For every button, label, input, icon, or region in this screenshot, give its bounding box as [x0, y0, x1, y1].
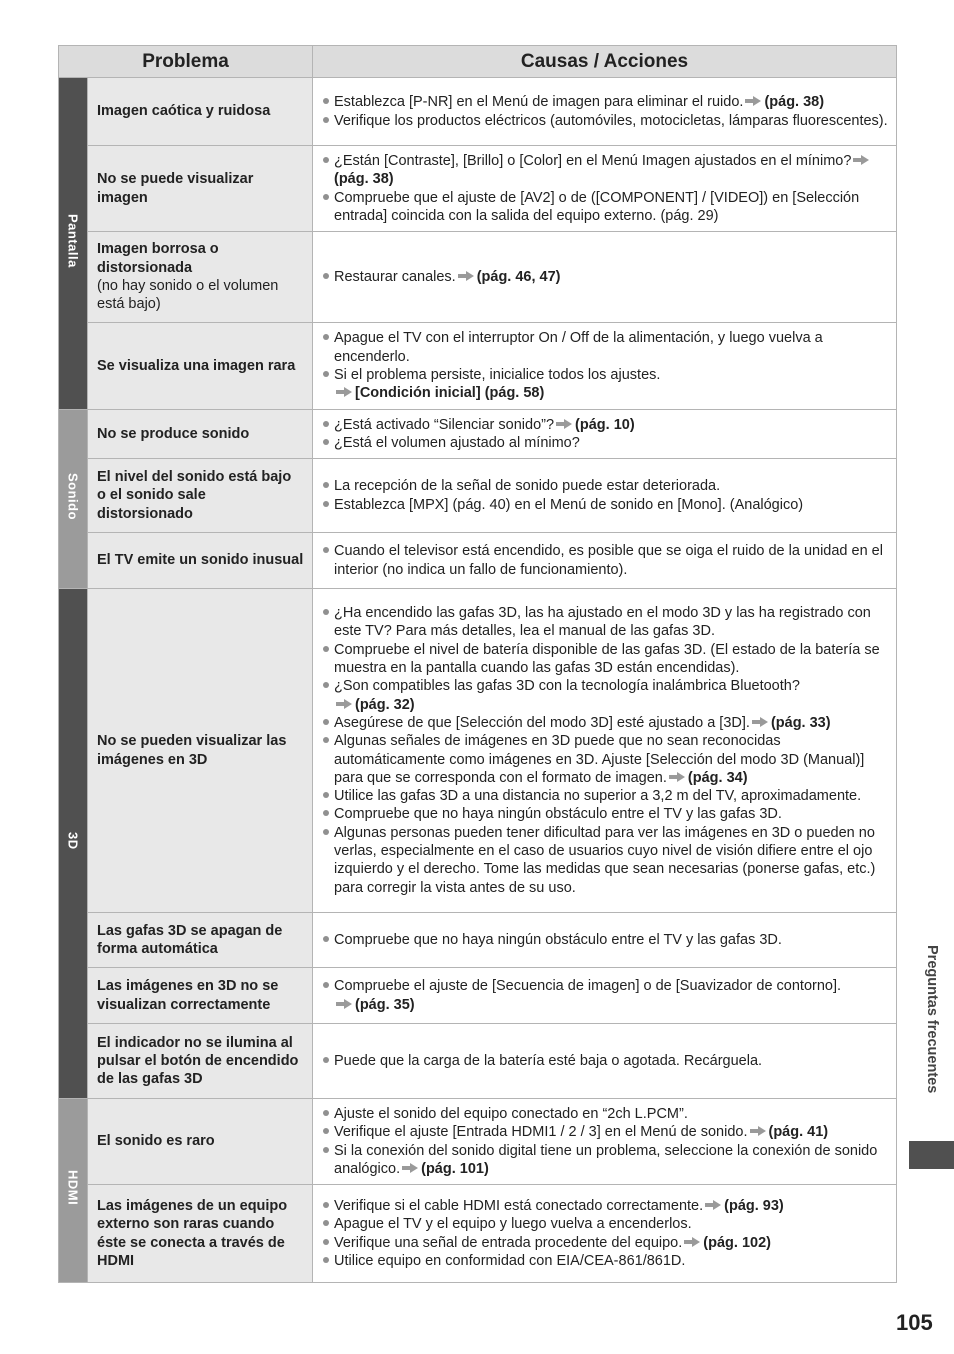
cause-text: Compruebe el nivel de batería disponible de las gafas 3D. (El estado de la batería se muestra en la pantalla cuando las gafas 3D están encendidas). [334, 641, 880, 677]
list-item [322, 416, 892, 434]
page-ref-arrow-icon [458, 271, 474, 281]
problem-title: Imagen caótica y ruidosa [97, 103, 271, 120]
problem-cell [88, 459, 313, 533]
problem-cell [88, 1185, 313, 1283]
page-reference: (pág. 102) [703, 1234, 771, 1251]
causes-list [322, 268, 892, 286]
page-ref-arrow-icon [669, 772, 685, 782]
cause-text: Apague el TV y el equipo y luego vuelva a encenderlos. [334, 1216, 692, 1233]
table-row [59, 459, 897, 533]
problem-title: No se puede visualizar imagen [97, 171, 254, 206]
list-item [322, 1197, 892, 1215]
problem-cell [88, 323, 313, 410]
list-item [322, 1142, 892, 1179]
list-item [322, 112, 892, 130]
cause-text: Establezca [P-NR] en el Menú de imagen para eliminar el ruido. [334, 94, 744, 111]
section-label-cell [59, 410, 88, 589]
list-item [322, 714, 892, 732]
problem-cell [88, 589, 313, 913]
causes-list [322, 477, 892, 514]
list-item [322, 604, 892, 641]
problem-title: Se visualiza una imagen rara [97, 357, 296, 374]
table-row [59, 146, 897, 232]
list-item [322, 434, 892, 452]
list-item [322, 366, 892, 403]
cause-text: Verifique si el cable HDMI está conectado correctamente. [334, 1197, 704, 1214]
page-ref-arrow-icon [752, 717, 768, 727]
page-ref-arrow-icon [402, 1163, 418, 1173]
page-reference: (pág. 101) [421, 1160, 489, 1177]
page-ref-arrow-icon [705, 1200, 721, 1210]
page-reference: (pág. 46, 47) [476, 268, 561, 285]
page-reference: (pág. 33) [770, 714, 831, 731]
list-item [322, 1252, 892, 1270]
table-row [59, 78, 897, 146]
cause-text: Utilice las gafas 3D a una distancia no superior a 3,2 m del TV, aproximadamente. [334, 788, 862, 805]
problem-cell [88, 410, 313, 459]
table-row [59, 533, 897, 589]
cause-text: ¿Está activado “Silenciar sonido”? [334, 416, 555, 433]
page-reference: (pág. 10) [575, 416, 635, 433]
bullet-icon [323, 982, 329, 988]
cause-text: ¿Están [Contraste], [Brillo] o [Color] en el Menú Imagen ajustados en el mínimo? [334, 152, 852, 169]
page-reference: (pág. 32) [355, 696, 415, 713]
cause-text: Establezca [MPX] (pág. 40) en el Menú de sonido en [Mono]. (Analógico) [334, 496, 804, 513]
cause-text: Algunas personas pueden tener dificultad para ver las imágenes en 3D o pueden no verlas, especialmente en el caso de usuarios cuyo nivel de visión difiere entre el ojo izquierdo y el derecho. Tome las medidas que sean necesarias (ponerse gafas, etc.) para corregir la vista antes de su uso. [334, 824, 876, 896]
list-item [322, 496, 892, 514]
page-ref-arrow-icon [336, 387, 352, 397]
bullet-icon [323, 547, 329, 553]
problem-title: No se produce sonido [97, 425, 250, 442]
bullet-icon [323, 737, 329, 743]
list-item [322, 641, 892, 678]
list-item [322, 1105, 892, 1123]
bullet-icon [323, 936, 329, 942]
bullet-icon [323, 194, 329, 200]
list-item [322, 1215, 892, 1233]
section-label: Pantalla [65, 214, 81, 268]
bullet-icon [323, 646, 329, 652]
causes-cell [313, 459, 897, 533]
page-ref-arrow-icon [336, 999, 352, 1009]
section-label: Sonido [65, 472, 81, 521]
problem-title: Las imágenes en 3D no se visualizan correctamente [97, 978, 279, 1013]
list-item [322, 931, 892, 949]
page-ref-arrow-icon [853, 155, 869, 165]
list-item [322, 1123, 892, 1141]
causes-list [322, 1197, 892, 1270]
bullet-icon [323, 1057, 329, 1063]
causes-cell [313, 410, 897, 459]
page-reference: (pág. 38) [764, 94, 825, 111]
cause-text: Compruebe que el ajuste de [AV2] o de ([COMPONENT] / [VIDEO]) en [Selección entrada] coincida con la salida del equipo externo. (pág. 29) [334, 189, 860, 224]
causes-list [322, 416, 892, 453]
problem-cell [88, 1024, 313, 1099]
cause-text: Verifique el ajuste [Entrada HDMI1 / 2 / 3] en el Menú de sonido. [334, 1124, 748, 1141]
list-item [322, 824, 892, 897]
table-row [59, 589, 897, 913]
problem-note: (no hay sonido o el volumen está bajo) [97, 278, 279, 313]
page-number: 105 [896, 1310, 933, 1335]
problem-title: El indicador no se ilumina al pulsar el botón de encendido de las gafas 3D [97, 1034, 299, 1088]
cause-text: Ajuste el sonido del equipo conectado en “2ch L.PCM”. [334, 1105, 688, 1122]
problem-header: Problema [59, 46, 313, 78]
page-reference: (pág. 93) [724, 1197, 784, 1214]
section-label-cell [59, 589, 88, 1099]
bullet-icon [323, 1147, 329, 1153]
cause-text: Si la conexión del sonido digital tiene un problema, seleccione la conexión de sonido analógico. [334, 1142, 878, 1177]
cause-text: Apague el TV con el interruptor On / Off de la alimentación, y luego vuelva a encenderlo. [334, 330, 823, 365]
list-item [322, 477, 892, 495]
faq-table [58, 45, 897, 1283]
bullet-icon [323, 1128, 329, 1134]
causes-cell [313, 1099, 897, 1185]
cause-text: Compruebe el ajuste de [Secuencia de imagen] o de [Suavizador de contorno]. [334, 978, 842, 995]
problem-cell [88, 146, 313, 232]
bullet-icon [323, 334, 329, 340]
problem-title: Las imágenes de un equipo externo son raras cuando éste se conecta a través de HDMI [97, 1197, 288, 1269]
bullet-icon [323, 117, 329, 123]
cause-text: ¿Son compatibles las gafas 3D con la tecnología inalámbrica Bluetooth? [334, 678, 800, 695]
bullet-icon [323, 1202, 329, 1208]
list-item [322, 542, 892, 579]
causes-list [322, 93, 892, 130]
section-label-cell [59, 78, 88, 410]
bullet-icon [323, 810, 329, 816]
table-row [59, 1024, 897, 1099]
bullet-icon [323, 1257, 329, 1263]
cause-text: Compruebe que no haya ningún obstáculo entre el TV y las gafas 3D. [334, 806, 782, 823]
causes-list [322, 977, 892, 1014]
bullet-icon [323, 482, 329, 488]
bullet-icon [323, 371, 329, 377]
list-item [322, 805, 892, 823]
bullet-icon [323, 439, 329, 445]
causes-list [322, 152, 892, 225]
causes-cell [313, 913, 897, 968]
causes-cell [313, 232, 897, 323]
problem-title: El sonido es raro [97, 1133, 215, 1150]
bullet-icon [323, 273, 329, 279]
problem-title: El TV emite un sonido inusual [97, 552, 304, 569]
table-row [59, 1099, 897, 1185]
list-item [322, 93, 892, 111]
section-tab-marker [909, 1141, 954, 1169]
bullet-icon [323, 98, 329, 104]
causes-cell [313, 589, 897, 913]
page-reference: (pág. 41) [768, 1124, 829, 1141]
problem-title: Las gafas 3D se apagan de forma automática [97, 922, 283, 957]
cause-text: Puede que la carga de la batería esté baja o agotada. Recárguela. [334, 1052, 763, 1069]
causes-header: Causas / Acciones [313, 46, 897, 78]
causes-list [322, 604, 892, 897]
list-item [322, 1234, 892, 1252]
list-item [322, 189, 892, 226]
page-reference: [Condición inicial] (pág. 58) [355, 385, 545, 402]
problem-cell [88, 968, 313, 1024]
causes-list [322, 931, 892, 949]
problem-title: No se pueden visualizar las imágenes en 3D [97, 733, 287, 768]
causes-cell [313, 968, 897, 1024]
cause-text: ¿Está el volumen ajustado al mínimo? [334, 435, 580, 451]
side-section-label: Preguntas frecuentes [924, 945, 940, 1094]
bullet-icon [323, 1220, 329, 1226]
bullet-icon [323, 1239, 329, 1245]
page-ref-arrow-icon [556, 419, 572, 429]
table-row [59, 410, 897, 459]
problem-cell [88, 1099, 313, 1185]
problem-title: Imagen borrosa o distorsionada [97, 241, 219, 276]
bullet-icon [323, 609, 329, 615]
cause-text: Algunas señales de imágenes en 3D puede que no sean reconocidas automáticamente como imágenes en 3D. Ajuste [Selección del modo 3D (Manual)] para que se corresponda con el formato de imagen. [334, 733, 865, 786]
page-ref-arrow-icon [750, 1126, 766, 1136]
problem-cell [88, 913, 313, 968]
section-label: 3D [65, 832, 81, 850]
section-label-cell [59, 1099, 88, 1283]
cause-text: Verifique los productos eléctricos (automóviles, motocicletas, lámparas fluorescentes). [334, 112, 888, 129]
causes-cell [313, 1185, 897, 1283]
problem-cell [88, 232, 313, 323]
bullet-icon [323, 421, 329, 427]
table-row [59, 1185, 897, 1283]
list-item [322, 677, 892, 714]
bullet-icon [323, 719, 329, 725]
page-ref-arrow-icon [684, 1237, 700, 1247]
cause-text: Cuando el televisor está encendido, es posible que se oiga el ruido de la unidad en el interior (no indica un fallo de funcionamiento). [334, 543, 883, 578]
bullet-icon [323, 1110, 329, 1116]
list-item [322, 329, 892, 366]
problem-title: El nivel del sonido está bajo o el sonido sale distorsionado [97, 469, 292, 522]
bullet-icon [323, 501, 329, 507]
bullet-icon [323, 682, 329, 688]
bullet-icon [323, 157, 329, 163]
causes-cell [313, 146, 897, 232]
page-reference: (pág. 34) [687, 769, 748, 786]
problem-cell [88, 78, 313, 146]
bullet-icon [323, 792, 329, 798]
causes-cell [313, 323, 897, 410]
list-item [322, 787, 892, 805]
page-reference: (pág. 38) [334, 171, 394, 188]
cause-text: Asegúrese de que [Selección del modo 3D] esté ajustado a [3D]. [334, 714, 750, 731]
problem-cell [88, 533, 313, 589]
list-item [322, 268, 892, 286]
causes-list [322, 1105, 892, 1178]
section-label: HDMI [65, 1170, 81, 1206]
cause-text: Restaurar canales. [334, 268, 456, 285]
table-row [59, 968, 897, 1024]
page-reference: (pág. 35) [355, 996, 415, 1013]
page-ref-arrow-icon [336, 699, 352, 709]
list-item [322, 1052, 892, 1070]
causes-cell [313, 78, 897, 146]
list-item [322, 152, 892, 189]
cause-text: Si el problema persiste, inicialice todos los ajustes. [334, 367, 661, 383]
causes-list [322, 1052, 892, 1070]
causes-list [322, 542, 892, 579]
causes-cell [313, 533, 897, 589]
page-ref-arrow-icon [745, 96, 761, 106]
causes-cell [313, 1024, 897, 1099]
table-row [59, 323, 897, 410]
table-row [59, 913, 897, 968]
list-item [322, 732, 892, 787]
cause-text: Utilice equipo en conformidad con EIA/CEA-861/861D. [334, 1252, 686, 1269]
cause-text: ¿Ha encendido las gafas 3D, las ha ajustado en el modo 3D y las ha registrado con este TV? Para más detalles, lea el manual de las gafas 3D. [334, 605, 871, 640]
cause-text: Verifique una señal de entrada procedente del equipo. [334, 1234, 683, 1251]
cause-text: La recepción de la señal de sonido puede estar deteriorada. [334, 478, 721, 495]
bullet-icon [323, 829, 329, 835]
causes-list [322, 329, 892, 402]
table-body [59, 78, 897, 1283]
list-item [322, 977, 892, 1014]
cause-text: Compruebe que no haya ningún obstáculo entre el TV y las gafas 3D. [334, 931, 782, 948]
table-row [59, 232, 897, 323]
